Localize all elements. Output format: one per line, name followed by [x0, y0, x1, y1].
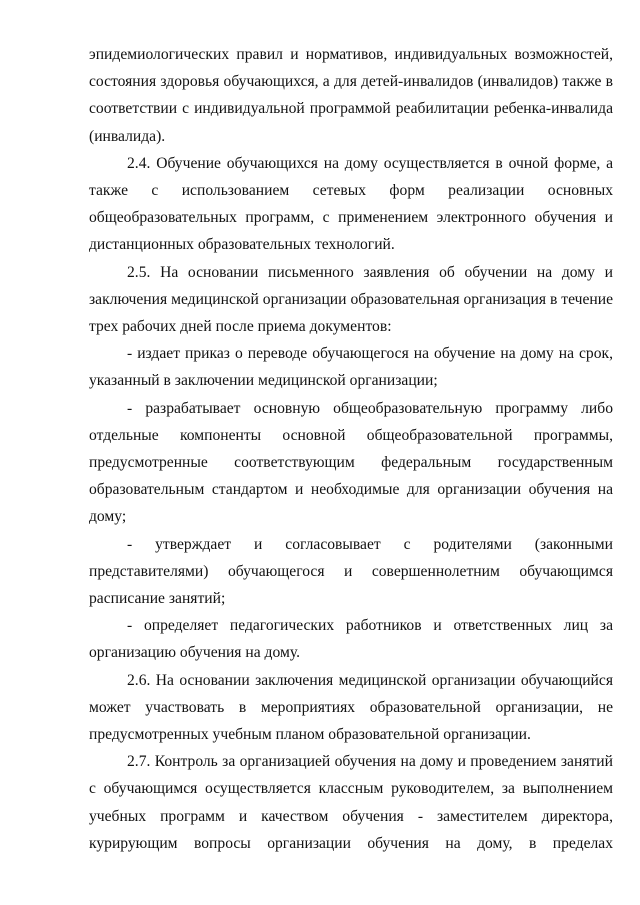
document-page — [89, 41, 613, 857]
paragraph-2-6: 2.6. На основании заключения медицинской организации обучающийся может участвовать в мероприятиях образовательной организации, не предусмотренных учебным планом образовательной организации. — [89, 671, 613, 744]
list-item-schedule: - утверждает и согласовывает с родителями (законными представителями) обучающегося и совершеннолетним обучающимся расписание занятий; — [89, 535, 613, 608]
paragraph-2-4: 2.4. Обучение обучающихся на дому осуществляется в очной форме, а также с использованием сетевых форм реализации основных общеобразовательных программ, с применением электронного обучения и дистанционных образовательных технологий. — [89, 154, 613, 254]
paragraph-2-5: 2.5. На основании письменного заявления об обучении на дому и заключения медицинской организации образовательная организация в течение трех рабочих дней после приема документов: — [89, 263, 613, 336]
paragraph-continuation: эпидемиологических правил и нормативов, индивидуальных возможностей, состояния здоровья обучающихся, а для детей-инвалидов (инвалидов) также в соответствии с индивидуальной программой реабилитации ребенка-инвалида (инвалида). — [89, 46, 613, 145]
list-item-staff: - определяет педагогических работников и ответственных лиц за организацию обучения на дому. — [89, 617, 613, 662]
list-item-program: - разрабатывает основную общеобразовательную программу либо отдельные компоненты основной общеобразовательной программы, предусмотренные соответствующим федеральным государственным образовательным стандартом и необходимые для организации обучения на дому; — [89, 399, 613, 526]
paragraph-2-7: 2.7. Контроль за организацией обучения на дому и проведением занятий с обучающимся осуществляется классным руководителем, за выполнением учебных программ и качеством обучения - заместителем директора, курирующим вопросы организации обучения на дому, в пределах — [89, 753, 613, 852]
list-item-order: - издает приказ о переводе обучающегося на обучение на дому на срок, указанный в заключении медицинской организации; — [89, 345, 613, 390]
